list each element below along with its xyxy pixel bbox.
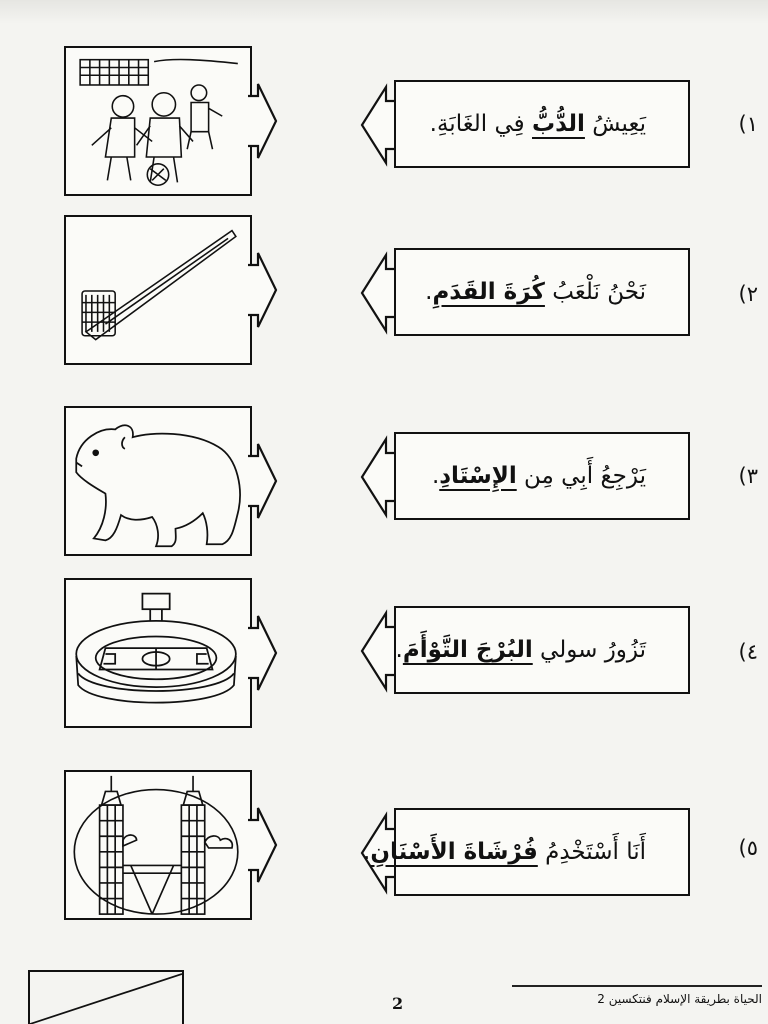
sentence-2: نَحْنُ نَلْعَبُ كُرَةَ القَدَمِ. [425,279,646,305]
twin-towers-icon [66,772,250,918]
item-number-5: ٥) [738,836,758,860]
scan-shadow [0,0,768,24]
footer-rule [512,985,762,987]
keyword-3: الإِسْتَادِ [439,463,517,489]
stadium-icon [66,580,250,726]
right-arrow-tab-3 [248,444,278,518]
left-arrow-tab-2 [360,255,398,331]
item-number-1: ١) [738,112,758,136]
left-arrow-tab-4 [360,613,398,689]
sentence-3: يَرْجِعُ أَبِي مِن الإِسْتَادِ. [431,463,646,489]
sentence-box-3[interactable] [360,432,690,522]
footer-corner-box [28,970,184,1024]
right-arrow-tab-2 [248,253,278,327]
right-arrow-tab-5 [248,808,278,882]
item-number-4: ٤) [738,640,758,664]
sentence-5: أَنَا أَسْتَخْدِمُ فُرْشَاةَ الأَسْنَانِ. [363,839,646,865]
picture-box-1[interactable] [64,46,252,196]
picture-box-4[interactable] [64,578,252,728]
keyword-4: البُرْجَ التَّوْأَمَ [402,637,533,663]
left-arrow-tab-1 [360,87,398,163]
right-arrow-tab-1 [248,84,278,158]
left-arrow-tab-3 [360,439,398,515]
keyword-1: الدُّبُّ [532,111,585,137]
item-number-3: ٣) [738,464,758,488]
item-number-2: ٢) [738,282,758,306]
sentence-box-4[interactable] [360,606,690,696]
sentence-box-5[interactable] [360,808,690,898]
keyword-5: فُرْشَاةَ الأَسْنَانِ [370,839,538,865]
picture-box-3[interactable] [64,406,252,556]
sentence-box-1[interactable] [360,80,690,170]
sentence-1: يَعِيشُ الدُّبُّ فِي الغَابَةِ. [429,111,646,137]
footer-publisher-text: الحياة بطريقة الإسلام فنتكسين 2 [597,992,762,1006]
children-playing-football-icon [66,48,250,194]
picture-box-5[interactable] [64,770,252,920]
bear-icon [66,408,250,554]
right-arrow-tab-4 [248,616,278,690]
page-number: 2 [392,994,404,1013]
toothbrush-icon [66,217,250,363]
sentence-4: تَزُورُ سولي البُرْجَ التَّوْأَمَ. [395,637,646,663]
keyword-2: كُرَةَ القَدَمِ [432,279,545,305]
sentence-box-2[interactable] [360,248,690,338]
diagonal-line-icon [30,972,182,1024]
picture-box-2[interactable] [64,215,252,365]
